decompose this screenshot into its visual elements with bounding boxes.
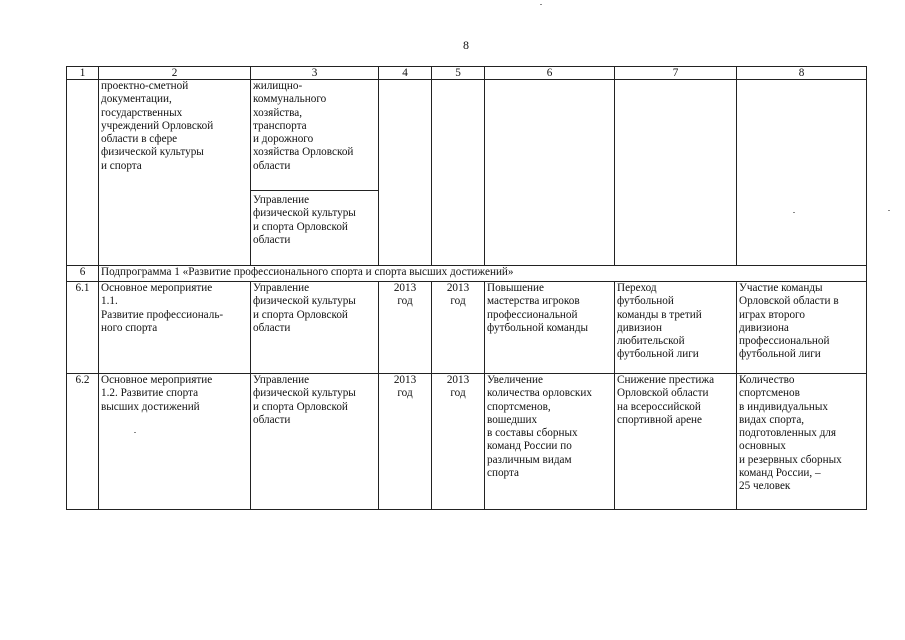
subprogram-number: 6 [67, 266, 99, 282]
scan-speck [540, 4, 542, 5]
scan-speck [888, 210, 890, 211]
header-col-6: 6 [485, 67, 615, 80]
page-number: 8 [463, 38, 469, 52]
continuation-row [67, 80, 867, 266]
row-consequence: Снижение престижа Орловской области на всероссийской спортивной арене [615, 374, 737, 510]
scan-speck [134, 432, 136, 433]
row-number: 6.1 [67, 282, 99, 374]
table-row [67, 374, 867, 510]
program-table [66, 66, 867, 510]
row-end: 2013 год [432, 374, 485, 510]
row-start: 2013 год [379, 282, 432, 374]
subprogram-title: Подпрограмма 1 «Развитие профессионального спорта и спорта высших достижений» [99, 266, 867, 282]
row-number: 6.2 [67, 374, 99, 510]
cell-executor [251, 80, 379, 266]
header-col-2: 2 [99, 67, 251, 80]
executor-a: жилищно- коммунального хозяйства, транспорта и дорожного хозяйства Орловской области [253, 80, 354, 172]
cell-indicator [737, 80, 867, 266]
row-executor: Управление физической культуры и спорта Орловской области [251, 374, 379, 510]
header-row [67, 67, 867, 80]
row-indicator: Количество спортсменов в индивидуальных видах спорта, подготовленных для основных и резервных сборных команд России, – 25 человек [737, 374, 867, 510]
executor-b: Управление физической культуры и спорта Орловской области [251, 190, 378, 247]
row-event: Основное мероприятие 1.1. Развитие профессиональ- ного спорта [99, 282, 251, 374]
header-col-7: 7 [615, 67, 737, 80]
row-indicator: Участие команды Орловской области в играх второго дивизиона профессиональной футбольной лиги [737, 282, 867, 374]
header-col-4: 4 [379, 67, 432, 80]
header-col-5: 5 [432, 67, 485, 80]
row-result: Повышение мастерства игроков профессиональной футбольной команды [485, 282, 615, 374]
row-event: Основное мероприятие 1.2. Развитие спорта высших достижений [99, 374, 251, 510]
subprogram-row [67, 266, 867, 282]
row-result: Увеличение количества орловских спортсменов, вошедших в составы сборных команд России по различным видам спорта [485, 374, 615, 510]
table-row [67, 282, 867, 374]
cell-end [432, 80, 485, 266]
cell-event: проектно-сметной документации, государственных учреждений Орловской области в сфере физической культуры и спорта [99, 80, 251, 266]
row-executor: Управление физической культуры и спорта Орловской области [251, 282, 379, 374]
row-consequence: Переход футбольной команды в третий дивизион любительской футбольной лиги [615, 282, 737, 374]
cell-num [67, 80, 99, 266]
cell-result [485, 80, 615, 266]
row-start: 2013 год [379, 374, 432, 510]
scan-speck [793, 212, 795, 213]
header-col-3: 3 [251, 67, 379, 80]
header-col-8: 8 [737, 67, 867, 80]
cell-consequence [615, 80, 737, 266]
row-end: 2013 год [432, 282, 485, 374]
header-col-1: 1 [67, 67, 99, 80]
cell-start [379, 80, 432, 266]
